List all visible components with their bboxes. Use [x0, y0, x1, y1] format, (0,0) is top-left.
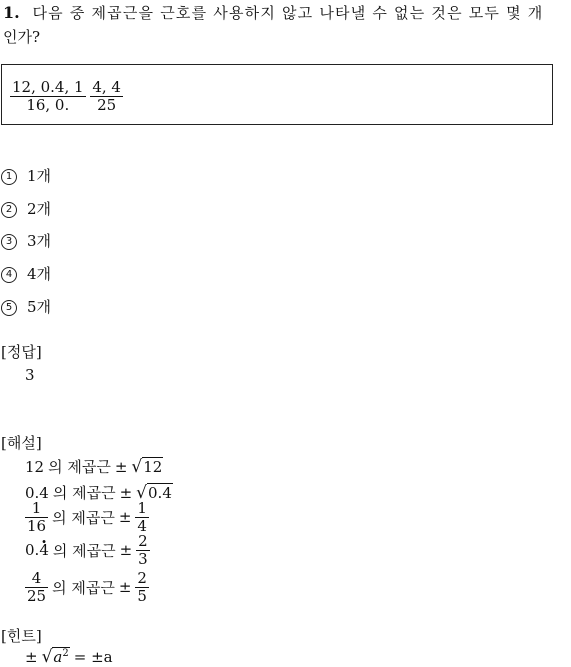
explanation-row-3 [25, 500, 153, 534]
question-number: 1. [3, 3, 20, 22]
choice-1-marker: 1 [1, 169, 17, 185]
hint-label: [힌트] [1, 627, 42, 645]
choice-2-marker: 2 [1, 202, 17, 218]
choice-5-marker: 5 [1, 300, 17, 316]
hint-formula [25, 647, 117, 667]
row-5-rhs-denominator: 5 [137, 586, 147, 605]
hint-variable: a [53, 648, 63, 666]
question-line-1 [3, 2, 543, 23]
row-3-rhs-fraction [135, 500, 149, 534]
fraction-a [10, 79, 86, 113]
choice-2[interactable] [1, 198, 51, 219]
fraction-b [90, 79, 123, 113]
expression-box [1, 64, 553, 125]
row-3-lhs-numerator: 1 [25, 500, 48, 518]
explanation-label: [해설] [1, 434, 42, 452]
choice-1-text: 1개 [27, 167, 52, 185]
row-3-lhs-fraction [25, 500, 48, 534]
row-4-rhs-fraction [136, 533, 150, 567]
row-4-word: 의 제곱근 [52, 541, 116, 560]
row-5-lhs-numerator: 4 [25, 570, 48, 588]
choice-3[interactable] [1, 230, 51, 251]
fraction-a-numerator: 12, 0.4, 1 [12, 78, 84, 96]
row-4-rhs-denominator: 3 [138, 549, 148, 568]
row-1-lhs: 12 [25, 457, 45, 476]
row-2-radicand: 0.4 [148, 483, 172, 502]
choice-3-marker: 3 [1, 234, 17, 250]
row-5-word: 의 제곱근 [52, 578, 115, 597]
row-1-radicand: 12 [143, 457, 163, 476]
choice-4[interactable] [1, 263, 51, 284]
hint-result: = ±a [73, 648, 113, 666]
row-3-rhs-denominator: 4 [137, 516, 147, 535]
hint-sqrt: $√a^2$ [41, 647, 69, 667]
choice-5-text: 5개 [27, 298, 52, 316]
row-5-rhs-fraction [135, 570, 149, 604]
row-1-sqrt: √12 [131, 456, 163, 477]
fraction-a-denominator: 16, 0. [26, 95, 70, 114]
answer-value: 3 [25, 366, 35, 384]
row-2-word: 의 제곱근 [52, 484, 116, 502]
choice-2-text: 2개 [27, 200, 52, 218]
row-5-pm: ± [118, 578, 132, 596]
row-5-lhs-fraction [25, 570, 48, 604]
row-4-lhs-int: 0. [25, 541, 40, 559]
hint-pm: ± [25, 648, 38, 666]
choice-4-marker: 4 [1, 267, 17, 283]
row-2-pm: ± [119, 483, 133, 502]
row-2-sqrt: √0.4 [136, 482, 172, 503]
choice-1[interactable] [1, 165, 51, 186]
choice-4-text: 4개 [27, 265, 52, 283]
row-4-lhs [25, 541, 49, 559]
explanation-row-1 [25, 456, 167, 477]
explanation-row-4 [25, 533, 154, 567]
fraction-b-numerator: 4, 4 [92, 78, 121, 96]
row-1-pm: ± [114, 457, 128, 476]
row-2-lhs: 0.4 [25, 483, 49, 502]
hint-radicand [52, 647, 69, 666]
answer-label: [정답] [1, 343, 42, 361]
row-3-pm: ± [118, 508, 132, 526]
choice-3-text: 3개 [27, 232, 52, 250]
row-1-word: 의 제곱근 [48, 458, 111, 476]
question-text-2: 인가? [3, 28, 41, 46]
row-3-rhs-numerator: 1 [137, 499, 147, 517]
row-3-lhs-denominator: 16 [27, 516, 47, 535]
explanation-row-5 [25, 570, 153, 604]
row-4-lhs-repeating-digit: 4 · [39, 541, 49, 559]
choice-5[interactable] [1, 296, 51, 317]
row-3-word: 의 제곱근 [52, 508, 115, 527]
row-5-rhs-numerator: 2 [137, 569, 147, 587]
row-5-lhs-denominator: 25 [27, 586, 47, 605]
row-4-pm: ± [119, 541, 133, 559]
hint-exponent: 2 [62, 648, 69, 659]
fraction-b-denominator: 25 [97, 95, 117, 114]
question-text-1: 다음 중 제곱근을 근호를 사용하지 않고 나타낼 수 없는 것은 모두 몇 개 [32, 4, 544, 22]
expression-list [10, 79, 123, 113]
row-4-rhs-numerator: 2 [138, 532, 148, 550]
